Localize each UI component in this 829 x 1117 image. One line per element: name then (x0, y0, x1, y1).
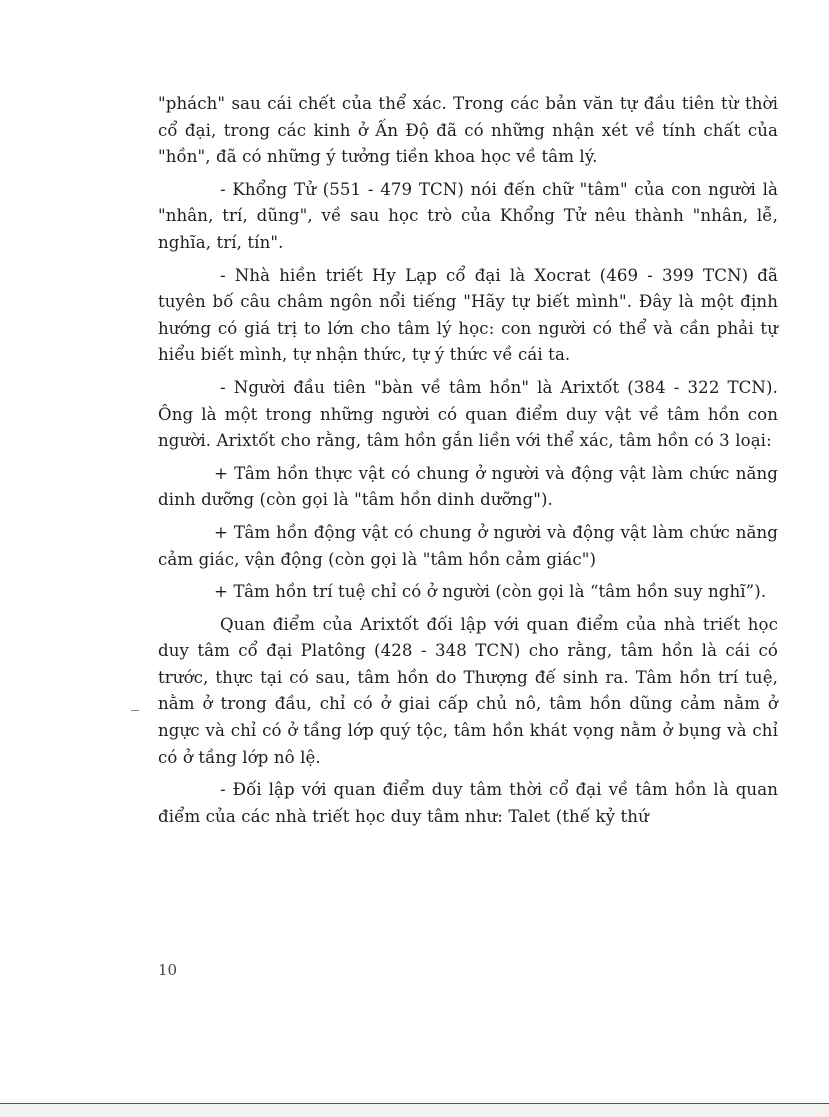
paragraph-soul-vegetative: + Tâm hồn thực vật có chung ở người và động vật làm chức năng dinh dưỡng (còn gọi là "tâm hồn dinh dưỡng"). (158, 463, 778, 510)
scan-bottom-edge (0, 1103, 829, 1117)
paragraph-arixtot: - Người đầu tiên "bàn về tâm hồn" là Arixtốt (384 - 322 TCN). Ông là một trong những người có quan điểm duy vật về tâm hồn con người. Arixtốt cho rằng, tâm hồn gắn liền với thể xác, tâm hồn có 3 loại: (158, 377, 778, 451)
margin-mark (131, 710, 139, 711)
paragraph-platong: Quan điểm của Arixtốt đối lập với quan điểm của nhà triết học duy tâm cổ đại Platông (428 - 348 TCN) cho rằng, tâm hồn là cái có trước, thực tại có sau, tâm hồn do Thượng đế sinh ra. Tâm hồn trí tuệ, nằm ở trong đầu, chỉ có ở giai cấp chủ nô, tâm hồn dũng cảm nằm ở ngực và chỉ có ở tầng lớp quý tộc, tâm hồn khát vọng nằm ở bụng và chỉ có ở tầng lớp nô lệ. (158, 614, 778, 767)
paragraph-continuation: "phách" sau cái chết của thể xác. Trong các bản văn tự đầu tiên từ thời cổ đại, trong các kinh ở Ấn Độ đã có những nhận xét về tính chất của "hồn", đã có những ý tưởng tiền khoa học về tâm lý. (158, 94, 778, 167)
paragraph-soul-animal: + Tâm hồn động vật có chung ở người và động vật làm chức năng cảm giác, vận động (còn gọi là "tâm hồn cảm giác") (158, 522, 778, 569)
page-number: 10 (158, 961, 178, 979)
paragraph-talet: - Đối lập với quan điểm duy tâm thời cổ đại về tâm hồn là quan điểm của các nhà triết học duy tâm như: Talet (thế kỷ thứ (158, 780, 778, 826)
paragraph-xocrat: - Nhà hiền triết Hy Lạp cổ đại là Xocrat (469 - 399 TCN) đã tuyên bố câu châm ngôn nổi tiếng "Hãy tự biết mình". Đây là một định hướng có giá trị to lớn cho tâm lý học: con người có thể và cần phải tự hiểu biết mình, tự nhận thức, tự ý thức về cái ta. (158, 265, 778, 365)
paragraph-khong-tu: - Khổng Tử (551 - 479 TCN) nói đến chữ "tâm" của con người là "nhân, trí, dũng", về sau học trò của Khổng Tử nêu thành "nhân, lễ, nghĩa, trí, tín". (158, 179, 778, 252)
paragraph-soul-intellect: + Tâm hồn trí tuệ chỉ có ở người (còn gọi là “tâm hồn suy nghĩ”). (214, 582, 767, 602)
body-text (158, 91, 778, 836)
